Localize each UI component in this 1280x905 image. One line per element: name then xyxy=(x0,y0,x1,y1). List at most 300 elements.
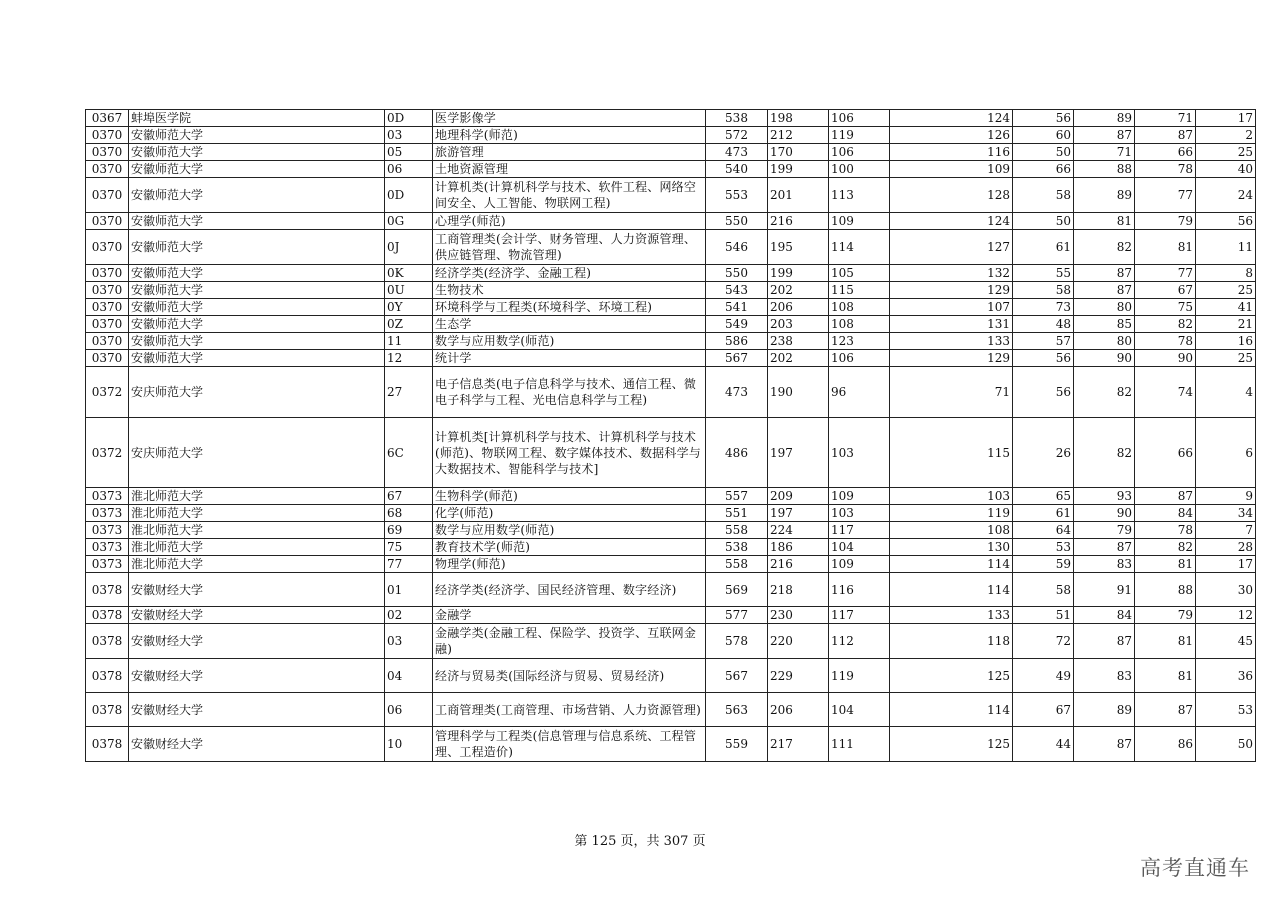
score-cell-8: 50 xyxy=(1196,727,1256,762)
major-code-cell: 04 xyxy=(385,659,433,693)
school-name-cell: 淮北师范大学 xyxy=(129,522,385,539)
score-cell-3: 106 xyxy=(829,350,890,367)
school-code-cell: 0370 xyxy=(86,333,129,350)
school-code-cell: 0370 xyxy=(86,265,129,282)
score-cell-2: 201 xyxy=(768,178,829,213)
score-cell-6: 93 xyxy=(1074,488,1135,505)
score-cell-2: 238 xyxy=(768,333,829,350)
score-cell-6: 88 xyxy=(1074,161,1135,178)
score-cell-5: 73 xyxy=(1013,299,1074,316)
score-cell-6: 84 xyxy=(1074,607,1135,624)
score-cell-6: 89 xyxy=(1074,693,1135,727)
school-name-cell: 淮北师范大学 xyxy=(129,556,385,573)
major-name-cell: 管理科学与工程类(信息管理与信息系统、工程管理、工程造价) xyxy=(433,727,706,762)
major-code-cell: 0J xyxy=(385,230,433,265)
score-cell-4: 133 xyxy=(890,333,1013,350)
score-cell-6: 79 xyxy=(1074,522,1135,539)
score-cell-5: 56 xyxy=(1013,367,1074,418)
score-cell-2: 216 xyxy=(768,213,829,230)
major-code-cell: 02 xyxy=(385,607,433,624)
school-code-cell: 0372 xyxy=(86,367,129,418)
school-code-cell: 0370 xyxy=(86,230,129,265)
school-name-cell: 安徽师范大学 xyxy=(129,350,385,367)
table-row xyxy=(86,265,1256,282)
school-code-cell: 0378 xyxy=(86,573,129,607)
total-score-cell: 538 xyxy=(706,539,768,556)
table-row xyxy=(86,488,1256,505)
total-score-cell: 550 xyxy=(706,265,768,282)
school-name-cell: 安徽师范大学 xyxy=(129,333,385,350)
school-code-cell: 0373 xyxy=(86,539,129,556)
score-cell-7: 81 xyxy=(1135,230,1196,265)
score-cell-7: 87 xyxy=(1135,127,1196,144)
total-score-cell: 486 xyxy=(706,418,768,488)
score-cell-4: 107 xyxy=(890,299,1013,316)
total-score-cell: 577 xyxy=(706,607,768,624)
score-cell-8: 17 xyxy=(1196,556,1256,573)
score-cell-4: 114 xyxy=(890,556,1013,573)
total-score-cell: 551 xyxy=(706,505,768,522)
major-code-cell: 75 xyxy=(385,539,433,556)
school-code-cell: 0370 xyxy=(86,161,129,178)
score-cell-7: 77 xyxy=(1135,178,1196,213)
score-cell-6: 80 xyxy=(1074,333,1135,350)
score-cell-2: 199 xyxy=(768,161,829,178)
total-score-cell: 572 xyxy=(706,127,768,144)
major-code-cell: 01 xyxy=(385,573,433,607)
school-name-cell: 安徽师范大学 xyxy=(129,161,385,178)
school-name-cell: 淮北师范大学 xyxy=(129,505,385,522)
major-name-cell: 数学与应用数学(师范) xyxy=(433,522,706,539)
table-row xyxy=(86,144,1256,161)
major-code-cell: 0Y xyxy=(385,299,433,316)
score-cell-6: 89 xyxy=(1074,178,1135,213)
score-cell-2: 209 xyxy=(768,488,829,505)
score-cell-7: 79 xyxy=(1135,607,1196,624)
score-cell-3: 103 xyxy=(829,418,890,488)
school-code-cell: 0370 xyxy=(86,350,129,367)
score-cell-2: 217 xyxy=(768,727,829,762)
major-name-cell: 环境科学与工程类(环境科学、环境工程) xyxy=(433,299,706,316)
table-row xyxy=(86,727,1256,762)
table-row xyxy=(86,573,1256,607)
major-name-cell: 地理科学(师范) xyxy=(433,127,706,144)
score-cell-5: 61 xyxy=(1013,505,1074,522)
major-code-cell: 69 xyxy=(385,522,433,539)
table-row xyxy=(86,316,1256,333)
major-name-cell: 经济与贸易类(国际经济与贸易、贸易经济) xyxy=(433,659,706,693)
major-code-cell: 0G xyxy=(385,213,433,230)
score-cell-4: 118 xyxy=(890,624,1013,659)
major-code-cell: 67 xyxy=(385,488,433,505)
table-row xyxy=(86,418,1256,488)
school-name-cell: 安徽师范大学 xyxy=(129,282,385,299)
score-cell-6: 71 xyxy=(1074,144,1135,161)
admission-score-table-container xyxy=(85,109,1253,762)
score-cell-6: 85 xyxy=(1074,316,1135,333)
school-code-cell: 0367 xyxy=(86,110,129,127)
score-cell-8: 11 xyxy=(1196,230,1256,265)
total-score-cell: 473 xyxy=(706,367,768,418)
score-cell-8: 30 xyxy=(1196,573,1256,607)
score-cell-8: 8 xyxy=(1196,265,1256,282)
score-cell-6: 87 xyxy=(1074,727,1135,762)
major-code-cell: 0K xyxy=(385,265,433,282)
score-cell-2: 216 xyxy=(768,556,829,573)
score-cell-4: 132 xyxy=(890,265,1013,282)
score-cell-7: 86 xyxy=(1135,727,1196,762)
score-cell-3: 111 xyxy=(829,727,890,762)
score-cell-3: 104 xyxy=(829,693,890,727)
school-name-cell: 安徽师范大学 xyxy=(129,213,385,230)
score-cell-3: 117 xyxy=(829,607,890,624)
score-cell-6: 82 xyxy=(1074,418,1135,488)
score-cell-5: 49 xyxy=(1013,659,1074,693)
score-cell-5: 64 xyxy=(1013,522,1074,539)
table-row xyxy=(86,659,1256,693)
table-row xyxy=(86,333,1256,350)
school-code-cell: 0370 xyxy=(86,299,129,316)
major-name-cell: 统计学 xyxy=(433,350,706,367)
school-name-cell: 安徽财经大学 xyxy=(129,624,385,659)
total-score-cell: 538 xyxy=(706,110,768,127)
major-name-cell: 旅游管理 xyxy=(433,144,706,161)
school-code-cell: 0378 xyxy=(86,607,129,624)
school-name-cell: 安徽师范大学 xyxy=(129,230,385,265)
score-cell-2: 224 xyxy=(768,522,829,539)
score-cell-3: 106 xyxy=(829,110,890,127)
score-cell-6: 90 xyxy=(1074,350,1135,367)
watermark-text: 高考直通车 xyxy=(1140,856,1250,880)
table-row xyxy=(86,299,1256,316)
score-cell-4: 125 xyxy=(890,727,1013,762)
total-score-cell: 563 xyxy=(706,693,768,727)
major-name-cell: 计算机类[计算机科学与技术、计算机科学与技术(师范)、物联网工程、数字媒体技术、数据科学与大数据技术、智能科学与技术] xyxy=(433,418,706,488)
score-cell-6: 83 xyxy=(1074,659,1135,693)
school-name-cell: 安徽师范大学 xyxy=(129,127,385,144)
major-name-cell: 教育技术学(师范) xyxy=(433,539,706,556)
score-cell-8: 40 xyxy=(1196,161,1256,178)
score-cell-5: 58 xyxy=(1013,282,1074,299)
table-row xyxy=(86,110,1256,127)
score-cell-2: 170 xyxy=(768,144,829,161)
major-code-cell: 0D xyxy=(385,178,433,213)
score-cell-5: 58 xyxy=(1013,573,1074,607)
school-name-cell: 安庆师范大学 xyxy=(129,418,385,488)
score-cell-6: 82 xyxy=(1074,230,1135,265)
major-name-cell: 数学与应用数学(师范) xyxy=(433,333,706,350)
score-cell-7: 87 xyxy=(1135,693,1196,727)
score-cell-7: 87 xyxy=(1135,488,1196,505)
score-cell-4: 109 xyxy=(890,161,1013,178)
total-score-cell: 567 xyxy=(706,350,768,367)
school-code-cell: 0378 xyxy=(86,659,129,693)
score-cell-5: 50 xyxy=(1013,144,1074,161)
score-cell-8: 28 xyxy=(1196,539,1256,556)
score-cell-7: 78 xyxy=(1135,161,1196,178)
score-cell-2: 198 xyxy=(768,110,829,127)
score-cell-6: 87 xyxy=(1074,624,1135,659)
score-cell-4: 116 xyxy=(890,144,1013,161)
table-row xyxy=(86,282,1256,299)
page-number: 第 125 页，共 307 页 xyxy=(574,834,706,849)
score-cell-4: 131 xyxy=(890,316,1013,333)
score-cell-5: 60 xyxy=(1013,127,1074,144)
total-score-cell: 473 xyxy=(706,144,768,161)
score-cell-7: 78 xyxy=(1135,522,1196,539)
major-name-cell: 土地资源管理 xyxy=(433,161,706,178)
score-cell-5: 56 xyxy=(1013,350,1074,367)
table-row xyxy=(86,127,1256,144)
score-cell-3: 103 xyxy=(829,505,890,522)
score-cell-7: 81 xyxy=(1135,556,1196,573)
major-name-cell: 生态学 xyxy=(433,316,706,333)
school-name-cell: 安庆师范大学 xyxy=(129,367,385,418)
score-cell-5: 57 xyxy=(1013,333,1074,350)
school-code-cell: 0370 xyxy=(86,127,129,144)
score-cell-2: 202 xyxy=(768,282,829,299)
table-body xyxy=(86,110,1256,762)
score-cell-2: 186 xyxy=(768,539,829,556)
table-row xyxy=(86,367,1256,418)
score-cell-5: 61 xyxy=(1013,230,1074,265)
score-cell-6: 90 xyxy=(1074,505,1135,522)
score-cell-7: 71 xyxy=(1135,110,1196,127)
school-code-cell: 0373 xyxy=(86,556,129,573)
table-row xyxy=(86,350,1256,367)
score-cell-6: 80 xyxy=(1074,299,1135,316)
school-name-cell: 安徽师范大学 xyxy=(129,265,385,282)
major-code-cell: 27 xyxy=(385,367,433,418)
score-cell-2: 203 xyxy=(768,316,829,333)
major-code-cell: 06 xyxy=(385,161,433,178)
major-name-cell: 物理学(师范) xyxy=(433,556,706,573)
table-row xyxy=(86,693,1256,727)
score-cell-8: 16 xyxy=(1196,333,1256,350)
score-cell-4: 115 xyxy=(890,418,1013,488)
table-row xyxy=(86,607,1256,624)
major-name-cell: 经济学类(经济学、国民经济管理、数字经济) xyxy=(433,573,706,607)
score-cell-3: 115 xyxy=(829,282,890,299)
score-cell-2: 220 xyxy=(768,624,829,659)
total-score-cell: 567 xyxy=(706,659,768,693)
score-cell-5: 72 xyxy=(1013,624,1074,659)
total-score-cell: 543 xyxy=(706,282,768,299)
major-name-cell: 工商管理类(工商管理、市场营销、人力资源管理) xyxy=(433,693,706,727)
total-score-cell: 546 xyxy=(706,230,768,265)
major-name-cell: 心理学(师范) xyxy=(433,213,706,230)
score-cell-5: 26 xyxy=(1013,418,1074,488)
major-code-cell: 10 xyxy=(385,727,433,762)
major-name-cell: 生物科学(师范) xyxy=(433,488,706,505)
score-cell-2: 197 xyxy=(768,505,829,522)
score-cell-3: 109 xyxy=(829,556,890,573)
score-cell-7: 84 xyxy=(1135,505,1196,522)
score-cell-2: 206 xyxy=(768,299,829,316)
score-cell-5: 44 xyxy=(1013,727,1074,762)
score-cell-8: 12 xyxy=(1196,607,1256,624)
score-cell-3: 105 xyxy=(829,265,890,282)
major-code-cell: 68 xyxy=(385,505,433,522)
school-code-cell: 0372 xyxy=(86,418,129,488)
school-name-cell: 安徽财经大学 xyxy=(129,573,385,607)
score-cell-8: 25 xyxy=(1196,350,1256,367)
score-cell-3: 100 xyxy=(829,161,890,178)
score-cell-3: 96 xyxy=(829,367,890,418)
admission-score-table xyxy=(85,109,1256,762)
score-cell-7: 79 xyxy=(1135,213,1196,230)
score-cell-3: 119 xyxy=(829,127,890,144)
score-cell-4: 103 xyxy=(890,488,1013,505)
score-cell-3: 109 xyxy=(829,488,890,505)
score-cell-8: 25 xyxy=(1196,144,1256,161)
school-name-cell: 淮北师范大学 xyxy=(129,539,385,556)
score-cell-2: 229 xyxy=(768,659,829,693)
total-score-cell: 586 xyxy=(706,333,768,350)
score-cell-4: 71 xyxy=(890,367,1013,418)
school-name-cell: 蚌埠医学院 xyxy=(129,110,385,127)
score-cell-5: 55 xyxy=(1013,265,1074,282)
score-cell-3: 112 xyxy=(829,624,890,659)
major-code-cell: 06 xyxy=(385,693,433,727)
total-score-cell: 553 xyxy=(706,178,768,213)
score-cell-5: 67 xyxy=(1013,693,1074,727)
score-cell-8: 9 xyxy=(1196,488,1256,505)
school-name-cell: 安徽师范大学 xyxy=(129,144,385,161)
table-row xyxy=(86,556,1256,573)
score-cell-2: 206 xyxy=(768,693,829,727)
score-cell-4: 127 xyxy=(890,230,1013,265)
score-cell-5: 48 xyxy=(1013,316,1074,333)
score-cell-4: 114 xyxy=(890,693,1013,727)
total-score-cell: 541 xyxy=(706,299,768,316)
score-cell-7: 74 xyxy=(1135,367,1196,418)
major-code-cell: 03 xyxy=(385,127,433,144)
table-row xyxy=(86,178,1256,213)
score-cell-7: 78 xyxy=(1135,333,1196,350)
score-cell-2: 202 xyxy=(768,350,829,367)
score-cell-3: 119 xyxy=(829,659,890,693)
score-cell-8: 56 xyxy=(1196,213,1256,230)
score-cell-3: 113 xyxy=(829,178,890,213)
school-code-cell: 0373 xyxy=(86,505,129,522)
score-cell-2: 197 xyxy=(768,418,829,488)
score-cell-6: 89 xyxy=(1074,110,1135,127)
table-row xyxy=(86,522,1256,539)
school-code-cell: 0378 xyxy=(86,693,129,727)
school-code-cell: 0370 xyxy=(86,316,129,333)
school-name-cell: 安徽财经大学 xyxy=(129,607,385,624)
table-row xyxy=(86,161,1256,178)
major-name-cell: 医学影像学 xyxy=(433,110,706,127)
school-name-cell: 安徽财经大学 xyxy=(129,727,385,762)
score-cell-8: 45 xyxy=(1196,624,1256,659)
score-cell-5: 51 xyxy=(1013,607,1074,624)
score-cell-8: 17 xyxy=(1196,110,1256,127)
score-cell-6: 87 xyxy=(1074,282,1135,299)
school-name-cell: 安徽师范大学 xyxy=(129,178,385,213)
score-cell-7: 66 xyxy=(1135,418,1196,488)
score-cell-6: 83 xyxy=(1074,556,1135,573)
school-name-cell: 安徽师范大学 xyxy=(129,299,385,316)
school-code-cell: 0378 xyxy=(86,727,129,762)
total-score-cell: 559 xyxy=(706,727,768,762)
major-code-cell: 6C xyxy=(385,418,433,488)
score-cell-4: 124 xyxy=(890,110,1013,127)
score-cell-2: 199 xyxy=(768,265,829,282)
score-cell-8: 21 xyxy=(1196,316,1256,333)
table-row xyxy=(86,213,1256,230)
major-name-cell: 金融学类(金融工程、保险学、投资学、互联网金融) xyxy=(433,624,706,659)
major-name-cell: 经济学类(经济学、金融工程) xyxy=(433,265,706,282)
score-cell-4: 128 xyxy=(890,178,1013,213)
score-cell-2: 230 xyxy=(768,607,829,624)
score-cell-6: 87 xyxy=(1074,265,1135,282)
major-name-cell: 金融学 xyxy=(433,607,706,624)
score-cell-7: 82 xyxy=(1135,316,1196,333)
school-code-cell: 0373 xyxy=(86,522,129,539)
score-cell-6: 91 xyxy=(1074,573,1135,607)
score-cell-7: 67 xyxy=(1135,282,1196,299)
score-cell-8: 53 xyxy=(1196,693,1256,727)
total-score-cell: 569 xyxy=(706,573,768,607)
score-cell-7: 81 xyxy=(1135,659,1196,693)
score-cell-5: 50 xyxy=(1013,213,1074,230)
score-cell-7: 88 xyxy=(1135,573,1196,607)
school-code-cell: 0373 xyxy=(86,488,129,505)
school-name-cell: 安徽师范大学 xyxy=(129,316,385,333)
score-cell-4: 124 xyxy=(890,213,1013,230)
total-score-cell: 557 xyxy=(706,488,768,505)
score-cell-4: 129 xyxy=(890,282,1013,299)
score-cell-3: 117 xyxy=(829,522,890,539)
major-code-cell: 0Z xyxy=(385,316,433,333)
score-cell-5: 56 xyxy=(1013,110,1074,127)
score-cell-3: 116 xyxy=(829,573,890,607)
major-code-cell: 05 xyxy=(385,144,433,161)
score-cell-8: 25 xyxy=(1196,282,1256,299)
major-code-cell: 11 xyxy=(385,333,433,350)
total-score-cell: 550 xyxy=(706,213,768,230)
score-cell-4: 125 xyxy=(890,659,1013,693)
score-cell-4: 108 xyxy=(890,522,1013,539)
score-cell-3: 109 xyxy=(829,213,890,230)
school-name-cell: 淮北师范大学 xyxy=(129,488,385,505)
school-name-cell: 安徽财经大学 xyxy=(129,659,385,693)
score-cell-7: 81 xyxy=(1135,624,1196,659)
score-cell-3: 106 xyxy=(829,144,890,161)
score-cell-5: 59 xyxy=(1013,556,1074,573)
major-code-cell: 12 xyxy=(385,350,433,367)
score-cell-4: 129 xyxy=(890,350,1013,367)
score-cell-7: 90 xyxy=(1135,350,1196,367)
major-code-cell: 03 xyxy=(385,624,433,659)
score-cell-2: 218 xyxy=(768,573,829,607)
score-cell-5: 53 xyxy=(1013,539,1074,556)
score-cell-4: 133 xyxy=(890,607,1013,624)
major-name-cell: 计算机类(计算机科学与技术、软件工程、网络空间安全、人工智能、物联网工程) xyxy=(433,178,706,213)
total-score-cell: 578 xyxy=(706,624,768,659)
school-code-cell: 0370 xyxy=(86,178,129,213)
score-cell-6: 87 xyxy=(1074,539,1135,556)
score-cell-7: 82 xyxy=(1135,539,1196,556)
score-cell-7: 66 xyxy=(1135,144,1196,161)
school-code-cell: 0378 xyxy=(86,624,129,659)
score-cell-5: 66 xyxy=(1013,161,1074,178)
score-cell-3: 114 xyxy=(829,230,890,265)
major-code-cell: 77 xyxy=(385,556,433,573)
total-score-cell: 558 xyxy=(706,522,768,539)
